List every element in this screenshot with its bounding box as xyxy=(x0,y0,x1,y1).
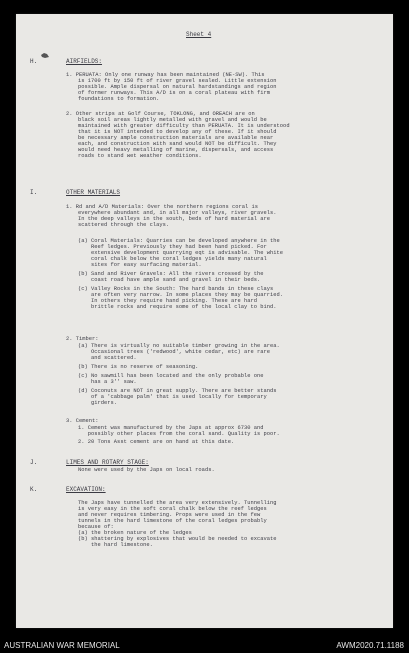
footer-source: AUSTRALIAN WAR MEMORIAL xyxy=(4,641,120,650)
text-line: black soil areas lightly metalled with gravel and would be xyxy=(78,117,267,123)
text-line: (a) the broken nature of the ledges xyxy=(78,530,192,536)
text-line: 1. Cement was manufactured by the Japs at approx 6730 and xyxy=(78,425,264,431)
text-line: possibly other places from the coral sand. Quality is poor. xyxy=(78,431,280,437)
text-line: the hard limestone. xyxy=(78,542,153,548)
text-line: 2. Timber: xyxy=(66,336,99,342)
text-line: 2. Other strips at Golf Course, TOKLONG, and OREACH are on xyxy=(66,111,255,117)
text-line: The Japs have tunnelled the area very extensively. Tunnelling xyxy=(78,500,277,506)
text-line: 1. Rd and A/D Materials: Over the northern regions coral is xyxy=(66,204,259,210)
text-line: extensive development quarrying eqt is advisable. The white xyxy=(78,250,284,256)
footer-accession-number: AWM2020.71.1188 xyxy=(336,641,404,650)
text-line: (b) Sand and River Gravels: All the rivers crossed by the xyxy=(78,271,264,277)
text-line: (d) Coconuts are NOT in great supply. There are better stands xyxy=(78,388,277,394)
text-line: girders. xyxy=(78,400,118,406)
text-line: be necessary ample construction materials are available near xyxy=(78,135,274,141)
text-line: is 1700 ft by 150 ft of river gravel sealed. Little extension xyxy=(78,78,277,84)
text-line: that it is NOT intended to develop any of these. If it should xyxy=(78,129,277,135)
text-line: is very easy in the soft coral chalk below the reef ledges xyxy=(78,506,267,512)
text-line: coral chalk below the coral ledges yields many natural xyxy=(78,256,267,262)
text-line: (b) There is no reserve of seasoning. xyxy=(78,364,199,370)
text-line: each, and construction with sand would NOT be difficult. They xyxy=(78,141,277,147)
text-line: (c) Valley Rocks in the South: The hard bands in these clays xyxy=(78,286,274,292)
archive-footer xyxy=(0,641,409,653)
text-line: 2. 20 Tons Asst cement are on hand at this date. xyxy=(78,439,235,445)
text-line: (a) There is virtually no suitable timber growing in the area. xyxy=(78,343,280,349)
text-line: foundations to formation. xyxy=(78,96,160,102)
text-line: coast road have ample sand and gravel in their beds. xyxy=(78,277,261,283)
section-k-letter: K. xyxy=(30,486,38,493)
section-j-text: None were used by the Japs on local roads. xyxy=(78,467,215,473)
text-line: (c) No sawmill has been located and the only probable one xyxy=(78,373,264,379)
text-line: of former runways. This A/D is on a coral plateau with firm xyxy=(78,90,271,96)
text-line: has a 3'' saw. xyxy=(78,379,137,385)
text-line: possible. Ample dispersal on natural hardstandings and region xyxy=(78,84,277,90)
text-line: (b) shattering by explosives that would be needed to excavate xyxy=(78,536,277,542)
text-line: roads to stand wet weather conditions. xyxy=(78,153,202,159)
text-line: 1. PERUATA: Only one runway has been maintained (NE-SW). This xyxy=(66,72,265,78)
text-line: are often very narrow. In some places they may be quarried. xyxy=(78,292,284,298)
section-k-title: EXCAVATION: xyxy=(66,486,106,493)
text-line: sites for easy surfacing material. xyxy=(78,262,202,268)
text-line: of a 'cabbage palm' that is used locally for temporary xyxy=(78,394,267,400)
document-page xyxy=(16,14,393,628)
section-j-letter: J. xyxy=(30,459,38,466)
section-i-title: OTHER MATERIALS xyxy=(66,189,121,196)
text-line: because of: xyxy=(78,524,114,530)
text-line: and scattered. xyxy=(78,355,137,361)
text-line: 3. Cement: xyxy=(66,418,99,424)
section-i-letter: I. xyxy=(30,189,38,196)
punch-hole-mark xyxy=(40,52,50,59)
text-line: brittle rocks and require some of the local clay to bind. xyxy=(78,304,277,310)
text-line: In the deep valleys in the south, beds of hard material are xyxy=(78,216,271,222)
text-line: (a) Coral Materials: Quarries can be developed anywhere in the xyxy=(78,238,280,244)
section-j-title: LIMES AND ROTARY STAGE: xyxy=(66,459,149,466)
text-line: and never requires timbering. Props were used in the few xyxy=(78,512,261,518)
text-line: would need heavy metalling of marine, dispersals, and access xyxy=(78,147,274,153)
section-h-letter: H. xyxy=(30,58,38,65)
text-line: everywhere abundant and, in all major valleys, river gravels. xyxy=(78,210,277,216)
section-h-title: AIRFIELDS: xyxy=(66,58,103,65)
text-line: Reef ledges. Previously they had been hand picked. For xyxy=(78,244,267,250)
text-line: tunnels in the hard limestone of the coral ledges probably xyxy=(78,518,267,524)
text-line: Occasional trees ('redwood', white cedar, etc) are rare xyxy=(78,349,271,355)
text-line: maintained with greater difficulty than PERUATA. It is understood xyxy=(78,123,290,129)
sheet-label: Sheet 4 xyxy=(186,31,212,38)
text-line: scattered through the clays. xyxy=(78,222,170,228)
text-line: In others they require hand picking. These are hard xyxy=(78,298,258,304)
